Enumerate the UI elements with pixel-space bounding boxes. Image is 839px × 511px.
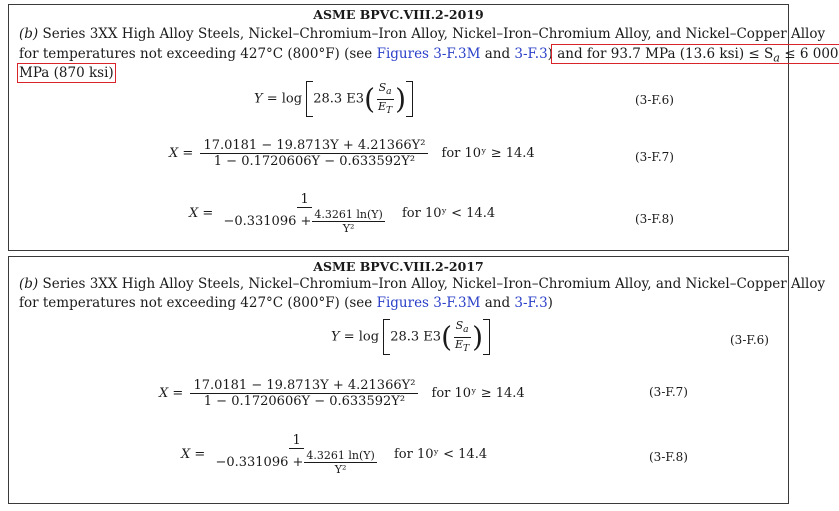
highlighted-added-text: and for 93.7 MPa (13.6 $ksi) \le S_a \le 6$ 000 <box>552 46 839 65</box>
equation-3-F-6: Y = log 28.3 E3( $\frac{S_a}{E_T}$ ) <box>254 81 413 117</box>
panel-title: ASME BPVC.VIII.2-2019 <box>313 7 484 22</box>
equation-3-F-6: Y = log 28.3 E3( $\frac{S_a}{E_T}$ ) <box>331 319 490 355</box>
item-label: (b) <box>19 276 39 292</box>
figure-link[interactable]: 3-F.3 <box>514 46 548 62</box>
panel-title: ASME BPVC.VIII.2-2017 <box>313 259 484 274</box>
figures-link[interactable]: Figures 3-F.3M <box>376 46 481 62</box>
item-text: Series 3XX High Alloy Steels, Nickel–Chromium–Iron Alloy, Nickel–Iron–Chromium Alloy, and Nickel–Copper Alloy <box>38 276 826 292</box>
equation-number: (3-F.7) <box>635 150 674 164</box>
equation-3-F-7: X = $\frac{\text{17.0181 − 19.8713Y + 4.21366Y²}}{\text{1 − 0.1720606Y − 0.633592Y²}}$ for 10ʸ ≥ 14.4 <box>169 138 535 169</box>
figures-link[interactable]: Figures 3-F.3M <box>376 295 481 311</box>
equation-number: (3-F.6) <box>635 93 674 107</box>
paragraph-line-2: for temperatures not exceeding 427°C (800°F) (see Figures 3-F.3M and 3-F.3) and for 93.7 MPa (13.6 $ksi) \le S_a \le 6$ 000 <box>19 46 839 65</box>
panel-2019 <box>8 4 839 251</box>
item-label: (b) <box>19 26 39 42</box>
item-text: Series 3XX High Alloy Steels, Nickel–Chromium–Iron Alloy, Nickel–Iron–Chromium Alloy, and Nickel–Copper Alloy <box>38 26 826 42</box>
paragraph-line-3 <box>19 65 114 81</box>
equation-3-F-8: X = 1 −0.331096 + $\frac{4.3261 \ln(Y)}{\text{Y²}}$ for 10ʸ < 14.4 <box>181 433 488 476</box>
paragraph-line-2: for temperatures not exceeding 427°C (800°F) (see Figures 3-F.3M and 3-F.3) <box>19 295 553 311</box>
equation-3-F-7: X = $\frac{\text{17.0181 − 19.8713Y + 4.21366Y²}}{\text{1 − 0.1720606Y − 0.633592Y²}}$ for 10ʸ ≥ 14.4 <box>159 378 525 409</box>
figure-link[interactable]: 3-F.3 <box>514 295 548 311</box>
equation-number: (3-F.6) <box>730 333 769 347</box>
panel-2017 <box>8 256 826 504</box>
equation-number: (3-F.8) <box>635 212 674 226</box>
equation-3-F-8: X = 1 −0.331096 + $\frac{4.3261 \ln(Y)}{\text{Y²}}$ for 10ʸ < 14.4 <box>189 192 496 235</box>
equation-number: (3-F.8) <box>649 450 688 464</box>
highlighted-added-text-cont: MPa (870 ksi) <box>19 65 114 81</box>
paragraph-line-1 <box>19 26 825 42</box>
paragraph-line-1 <box>19 276 825 292</box>
equation-number: (3-F.7) <box>649 385 688 399</box>
